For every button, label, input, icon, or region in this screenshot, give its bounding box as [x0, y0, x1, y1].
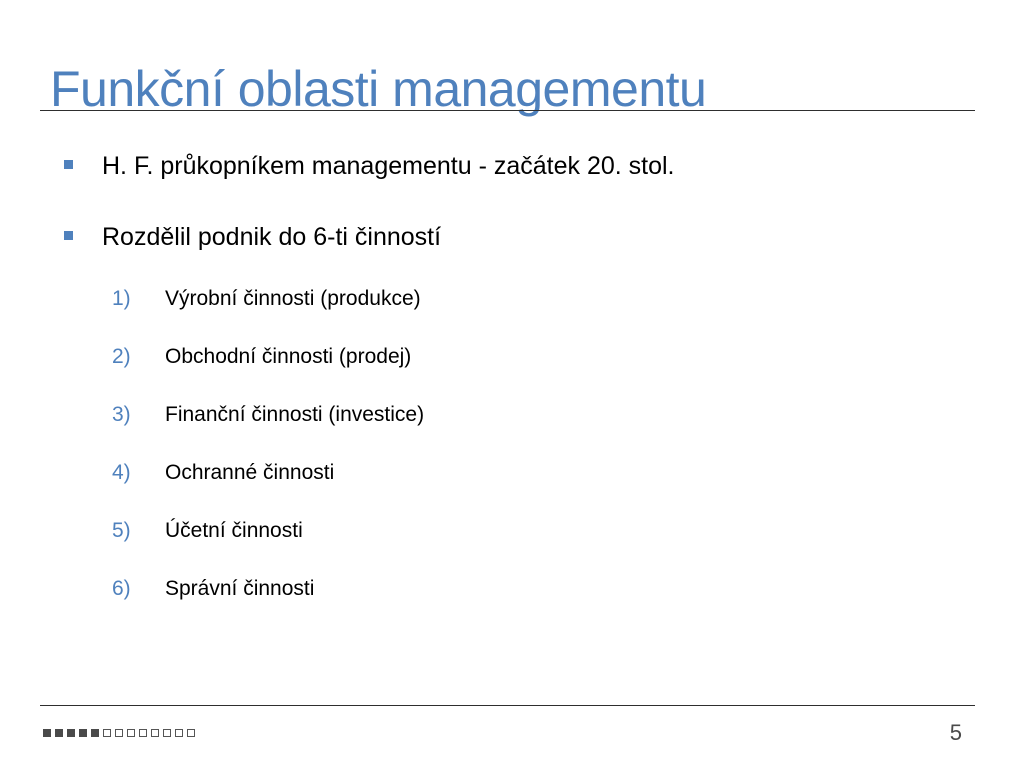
item-number: 5)	[112, 519, 131, 542]
progress-square-empty	[151, 729, 159, 737]
square-bullet-icon	[64, 160, 73, 169]
numbered-item	[112, 400, 424, 458]
progress-square-empty	[115, 729, 123, 737]
bullet-text: H. F. průkopníkem managementu - začátek 20. stol.	[102, 152, 675, 180]
progress-square-filled	[79, 729, 87, 737]
item-text: Ochranné činnosti	[165, 461, 335, 484]
page-number: 5	[949, 720, 962, 745]
numbered-item	[112, 516, 424, 574]
numbered-item	[112, 574, 424, 632]
square-bullet-icon	[64, 231, 73, 240]
numbered-item	[112, 458, 424, 516]
numbered-list	[112, 284, 424, 632]
item-number: 1)	[112, 287, 131, 310]
item-text: Výrobní činnosti (produkce)	[165, 287, 421, 310]
item-number: 2)	[112, 345, 131, 368]
progress-square-filled	[43, 729, 51, 737]
item-text: Správní činnosti	[165, 577, 315, 600]
bullet-item	[64, 219, 675, 290]
bullet-item	[64, 148, 675, 219]
numbered-item	[112, 284, 424, 342]
slide-title: Funkční oblasti managementu	[50, 60, 707, 117]
progress-square-empty	[127, 729, 135, 737]
numbered-item	[112, 342, 424, 400]
progress-square-empty	[139, 729, 147, 737]
item-text: Obchodní činnosti (prodej)	[165, 345, 412, 368]
bullet-list	[64, 148, 675, 290]
item-number: 4)	[112, 461, 131, 484]
bullet-text: Rozdělil podnik do 6-ti činností	[102, 223, 442, 251]
slide-progress-indicator	[43, 729, 195, 737]
item-text: Finanční činnosti (investice)	[165, 403, 425, 426]
footer-divider	[40, 705, 975, 706]
progress-square-filled	[67, 729, 75, 737]
progress-square-filled	[91, 729, 99, 737]
item-number: 6)	[112, 577, 131, 600]
progress-square-filled	[55, 729, 63, 737]
progress-square-empty	[175, 729, 183, 737]
item-number: 3)	[112, 403, 131, 426]
progress-square-empty	[163, 729, 171, 737]
title-divider	[40, 110, 975, 111]
item-text: Účetní činnosti	[165, 519, 303, 542]
progress-square-empty	[187, 729, 195, 737]
progress-square-empty	[103, 729, 111, 737]
